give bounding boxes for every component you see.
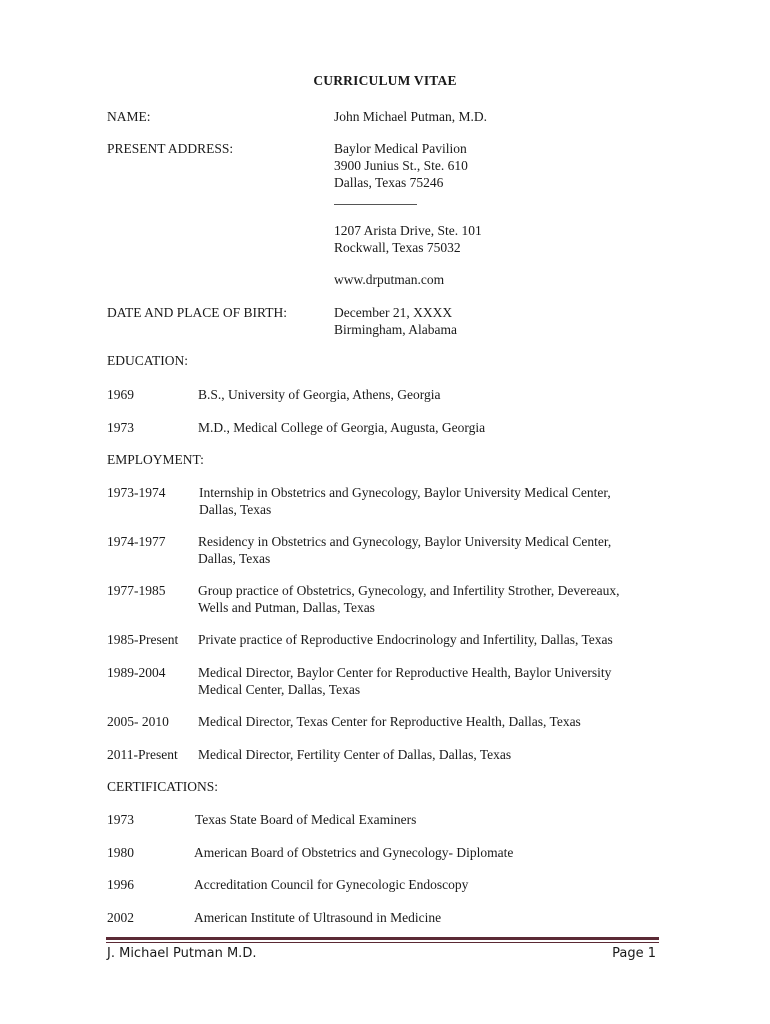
name-value: John Michael Putman, M.D. xyxy=(334,109,487,124)
employment-text: Dallas, Texas xyxy=(198,551,271,566)
employment-year: 2011-Present xyxy=(107,747,178,762)
education-year: 1969 xyxy=(107,387,134,402)
page-title: CURRICULUM VITAE xyxy=(313,73,457,88)
certification-year: 1980 xyxy=(107,845,134,860)
address-label: PRESENT ADDRESS: xyxy=(107,141,234,156)
education-text: M.D., Medical College of Georgia, Augusta, Georgia xyxy=(198,420,486,435)
certification-text: Accreditation Council for Gynecologic Endoscopy xyxy=(194,877,469,892)
address-line: Baylor Medical Pavilion xyxy=(334,141,467,156)
employment-text: Medical Director, Fertility Center of Dallas, Dallas, Texas xyxy=(198,747,512,762)
employment-text: Dallas, Texas xyxy=(199,502,272,517)
employment-text: Private practice of Reproductive Endocrinology and Infertility, Dallas, Texas xyxy=(198,632,613,647)
page-number: Page 1 xyxy=(612,946,656,961)
employment-text: Internship in Obstetrics and Gynecology, Baylor University Medical Center, xyxy=(199,485,611,500)
certification-text: Texas State Board of Medical Examiners xyxy=(195,812,417,827)
certification-text: American Institute of Ultrasound in Medicine xyxy=(194,910,442,925)
address-divider xyxy=(334,204,417,205)
employment-text: Medical Director, Texas Center for Reproductive Health, Dallas, Texas xyxy=(198,714,581,729)
employment-text: Medical Director, Baylor Center for Reproductive Health, Baylor University xyxy=(198,665,612,680)
footer-rule xyxy=(106,937,659,940)
employment-text: Residency in Obstetrics and Gynecology, Baylor University Medical Center, xyxy=(198,534,612,549)
employment-year: 1973-1974 xyxy=(107,485,166,500)
birth-place: Birmingham, Alabama xyxy=(334,322,457,337)
address-line: Dallas, Texas 75246 xyxy=(334,175,444,190)
birth-date: December 21, XXXX xyxy=(334,305,453,320)
employment-year: 1989-2004 xyxy=(107,665,166,680)
employment-text: Wells and Putman, Dallas, Texas xyxy=(198,600,375,615)
employment-text: Medical Center, Dallas, Texas xyxy=(198,682,361,697)
education-text: B.S., University of Georgia, Athens, Georgia xyxy=(198,387,441,402)
certification-text: American Board of Obstetrics and Gynecology- Diplomate xyxy=(194,845,514,860)
certification-year: 2002 xyxy=(107,910,134,925)
footer-rule xyxy=(106,942,659,943)
address-line: 1207 Arista Drive, Ste. 101 xyxy=(334,223,482,238)
certifications-heading: CERTIFICATIONS: xyxy=(107,779,218,794)
employment-year: 1977-1985 xyxy=(107,583,166,598)
name-label: NAME: xyxy=(107,109,151,124)
employment-year: 2005- 2010 xyxy=(107,714,169,729)
employment-year: 1985-Present xyxy=(107,632,179,647)
certification-year: 1996 xyxy=(107,877,134,892)
education-heading: EDUCATION: xyxy=(107,353,188,368)
footer-author: J. Michael Putman M.D. xyxy=(107,946,257,961)
birth-label: DATE AND PLACE OF BIRTH: xyxy=(107,305,287,320)
education-year: 1973 xyxy=(107,420,134,435)
certification-year: 1973 xyxy=(107,812,134,827)
employment-text: Group practice of Obstetrics, Gynecology, and Infertility Strother, Devereaux, xyxy=(198,583,620,598)
website: www.drputman.com xyxy=(334,272,445,287)
employment-heading: EMPLOYMENT: xyxy=(107,452,204,467)
address-line: 3900 Junius St., Ste. 610 xyxy=(334,158,468,173)
address-line: Rockwall, Texas 75032 xyxy=(334,240,461,255)
employment-year: 1974-1977 xyxy=(107,534,166,549)
